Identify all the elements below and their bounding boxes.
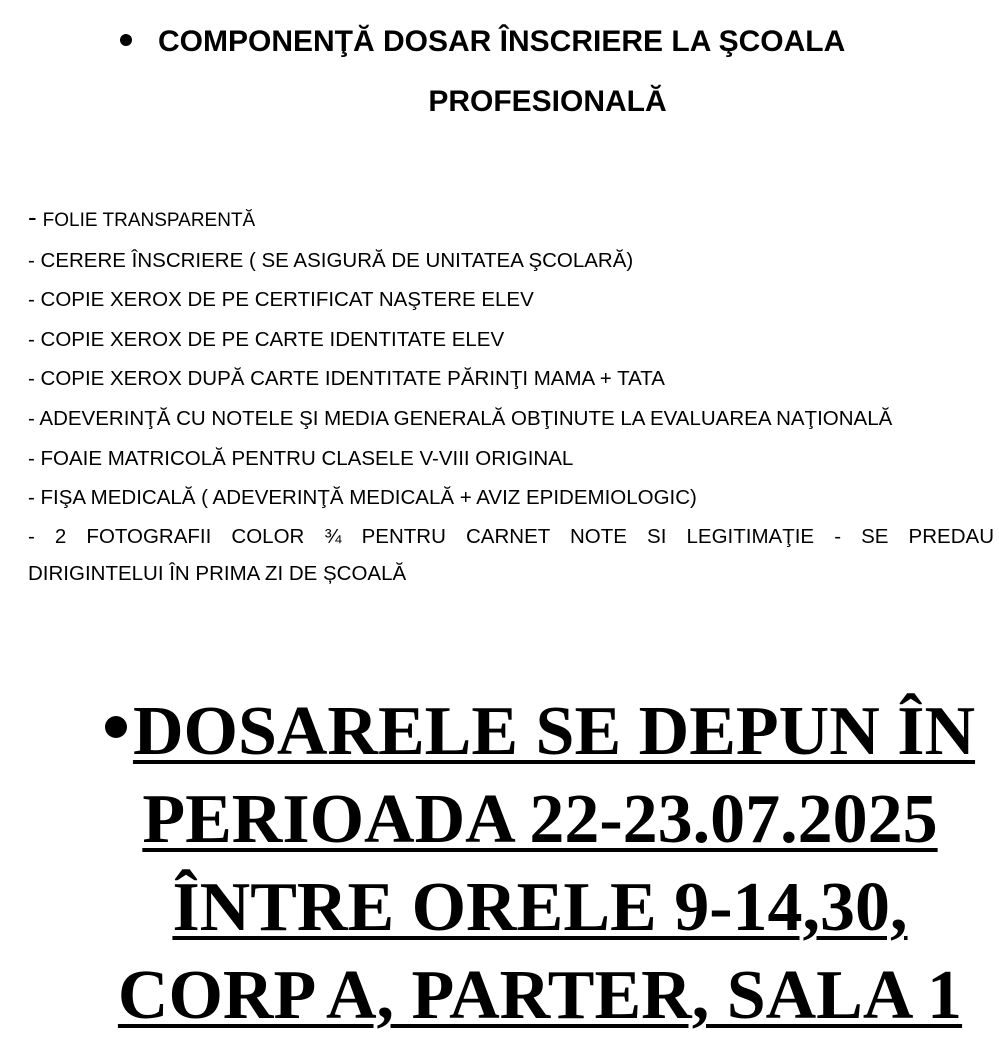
submission-notice — [100, 688, 980, 1040]
title-line-1-text: COMPONENŢĂ DOSAR ÎNSCRIERE LA ŞCOALA — [158, 25, 846, 58]
list-item-text: FOLIE TRANSPARENTĂ — [42, 210, 256, 231]
requirements-list — [28, 198, 994, 592]
bullet-icon — [105, 716, 127, 738]
notice-line-1-text: DOSARELE SE DEPUN ÎN — [132, 693, 976, 770]
list-item — [28, 198, 994, 241]
notice-line-4 — [100, 952, 980, 1040]
bullet-icon — [120, 34, 132, 46]
document-title — [0, 12, 999, 132]
title-line-2: PROFESIONALĂ — [428, 85, 667, 118]
list-item: - ADEVERINŢĂ CU NOTELE ŞI MEDIA GENERALĂ OBŢINUTE LA EVALUAREA NAŢIONALĂ — [28, 406, 893, 430]
list-item-photos-continued: DIRIGINTELUI ÎN PRIMA ZI DE ȘCOALĂ — [28, 561, 407, 585]
list-item: - FOAIE MATRICOLĂ PENTRU CLASELE V-VIII ORIGINAL — [28, 446, 574, 470]
notice-line-3-text: ÎNTRE ORELE 9-14,30, — [172, 869, 908, 946]
list-item: - COPIE XEROX DE PE CARTE IDENTITATE ELEV — [28, 327, 505, 351]
list-item: - FIŞA MEDICALĂ ( ADEVERINŢĂ MEDICALĂ + AVIZ EPIDEMIOLOGIC) — [28, 486, 697, 510]
list-item-photos: - 2 FOTOGRAFII COLOR ¾ PENTRU CARNET NOTE SI LEGITIMAŢIE - SE PREDAU — [28, 524, 994, 548]
notice-line-2-text: PERIOADA 22-23.07.2025 — [142, 781, 938, 858]
notice-line-3 — [100, 864, 980, 952]
list-item-dash: - — [28, 202, 37, 232]
list-item: - COPIE XEROX DE PE CERTIFICAT NAŞTERE ELEV — [28, 288, 534, 312]
list-item: - COPIE XEROX DUPĂ CARTE IDENTITATE PĂRINŢI MAMA + TATA — [28, 367, 665, 391]
list-item: - CERERE ÎNSCRIERE ( SE ASIGURĂ DE UNITATEA ŞCOLARĂ) — [28, 248, 634, 272]
notice-line-2 — [100, 776, 980, 864]
notice-line-4-text: CORP A, PARTER, SALA 1 — [117, 957, 963, 1034]
title-line-1 — [0, 12, 999, 72]
notice-line-1 — [100, 688, 980, 776]
